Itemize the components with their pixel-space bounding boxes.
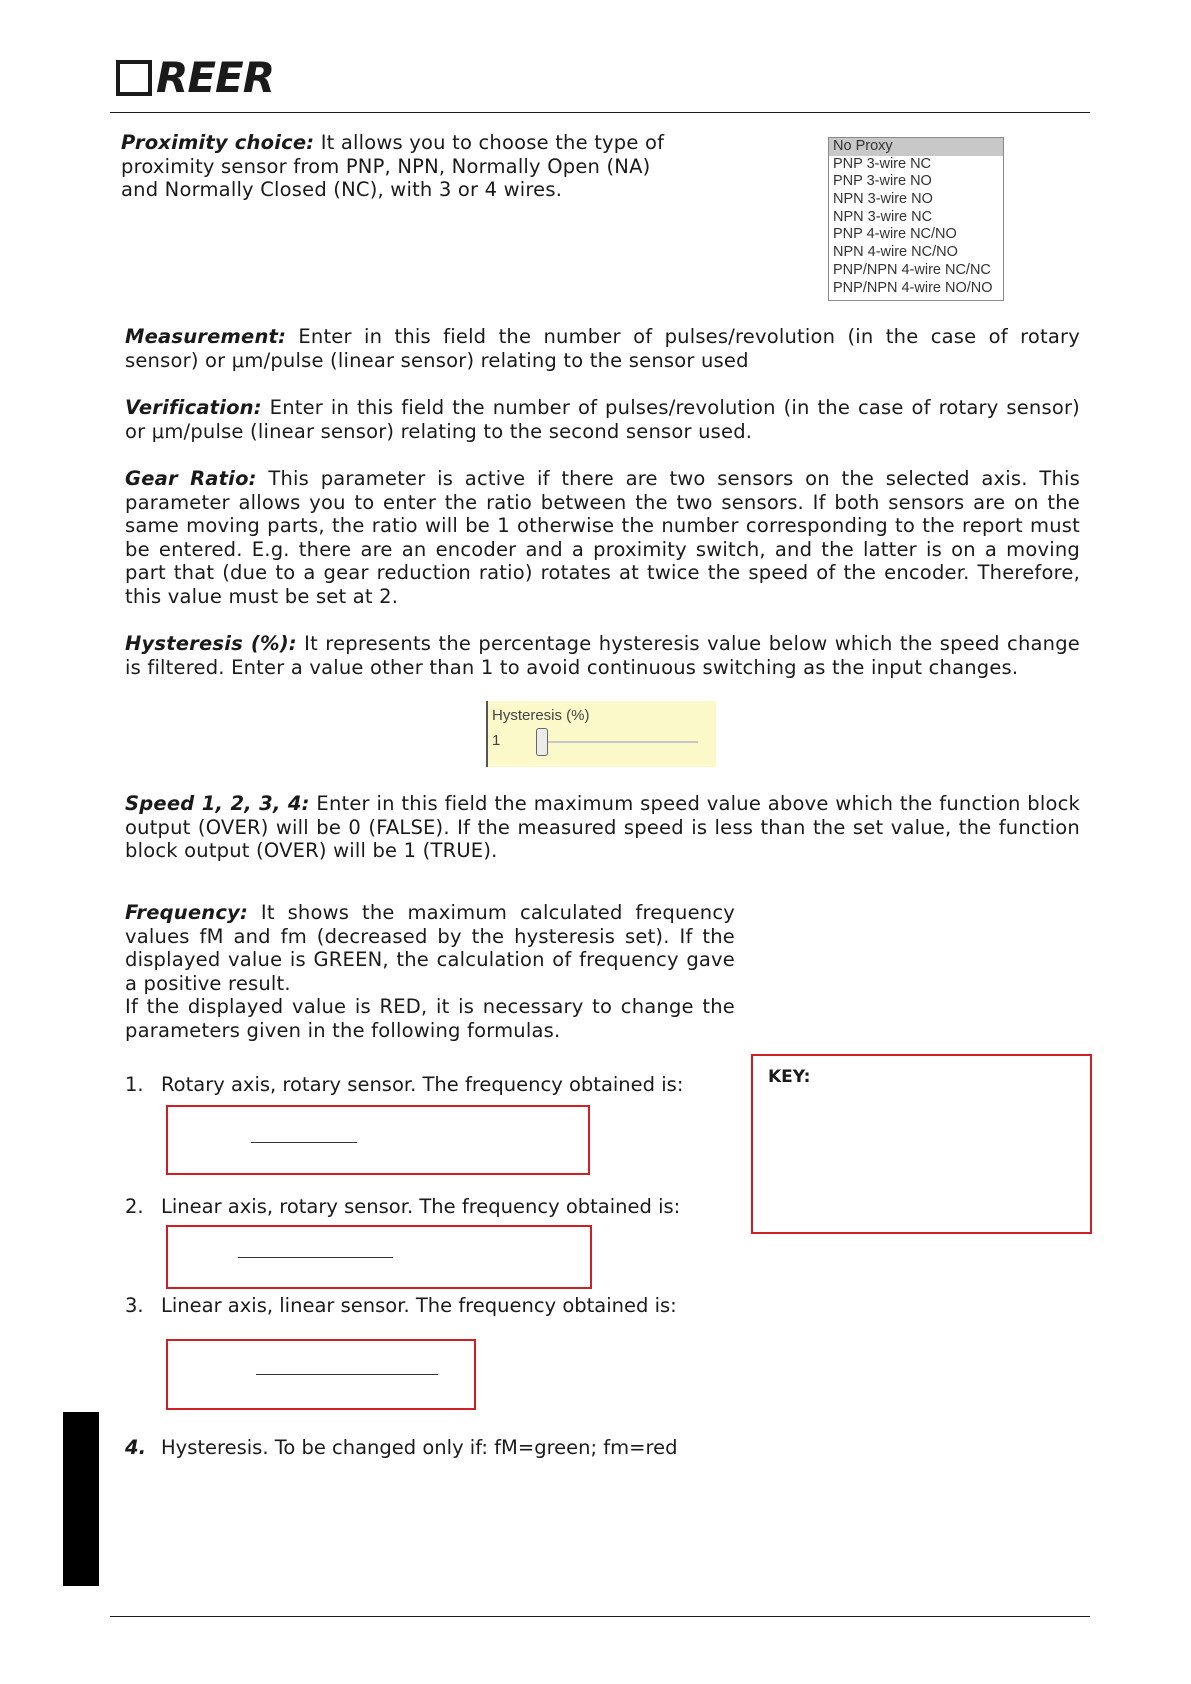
formula-text: Rotary axis, rotary sensor. The frequency obtained is: [161,1073,684,1096]
fraction-bar [238,1257,393,1258]
speed-title: Speed 1, 2, 3, 4: [125,792,310,815]
speed-paragraph [125,792,1080,863]
formula-item-1 [125,1073,683,1096]
formula-item-4 [125,1436,677,1459]
proximity-text: It allows you to choose the type of proximity sensor from PNP, NPN, Normally Open (NA) and Normally Closed (NC), with 3 or 4 wires. [121,131,665,201]
formula-number: 4. [125,1436,146,1459]
fraction-bar [256,1374,438,1375]
formula-text: Linear axis, linear sensor. The frequency obtained is: [161,1294,677,1317]
formula-number: 2. [125,1195,144,1218]
proxy-option[interactable]: NPN 3-wire NO [833,191,933,208]
header-rule [110,112,1090,113]
formula-text: Linear axis, rotary sensor. The frequency obtained is: [161,1195,681,1218]
verification-text: Enter in this field the number of pulses/revolution (in the case of rotary sensor) or μm/pulse (linear sensor) relating to the second sensor used. [125,396,1080,443]
measurement-text: Enter in this field the number of pulses/revolution (in the case of rotary sensor) or μm/pulse (linear sensor) relating to the sensor used [125,325,1080,372]
company-logo [116,53,275,102]
hysteresis-slider-thumb[interactable] [536,728,548,756]
proximity-paragraph [121,131,691,202]
hysteresis-widget [486,701,716,767]
proxy-option[interactable]: NPN 3-wire NC [833,208,933,225]
hysteresis-title: Hysteresis (%): [125,632,297,655]
hysteresis-value: 1 [492,732,501,749]
measurement-title: Measurement: [125,325,287,348]
proximity-title: Proximity choice: [121,131,315,154]
proxy-option[interactable]: PNP 3-wire NO [833,173,932,190]
formula-item-2 [125,1195,680,1218]
measurement-paragraph [125,325,1080,372]
gear-ratio-paragraph [125,467,1080,608]
language-side-tab [63,1412,99,1586]
fraction-bar [251,1142,357,1143]
frequency-title: Frequency: [125,901,249,924]
footer-rule [110,1616,1090,1617]
hysteresis-label: Hysteresis (%) [492,707,590,724]
hysteresis-slider-track[interactable] [538,741,698,743]
gear-ratio-text: This parameter is active if there are two sensors on the selected axis. This parameter allows you to enter the ratio between the two sensors. If both sensors are on the same moving parts, the ratio will be 1 otherwise the number corresponding to the report must be entered. E.g. there are an encoder and a proximity switch, and the latter is on a moving part that (due to a gear reduction ratio) rotates at twice the speed of the encoder. Therefore, this value must be set at 2. [125,467,1081,608]
verification-title: Verification: [125,396,262,419]
proxy-option[interactable]: No Proxy [829,138,1003,156]
verification-paragraph [125,396,1080,443]
hysteresis-paragraph [125,632,1080,679]
frequency-text-2: If the displayed value is RED, it is necessary to change the parameters given in the following formulas. [125,995,735,1042]
formula-box-1 [166,1105,590,1175]
formula-box-2 [166,1225,592,1289]
proxy-option[interactable]: PNP/NPN 4-wire NC/NC [833,261,991,278]
proxy-option[interactable]: PNP 4-wire NC/NO [833,226,957,243]
proxy-option[interactable]: PNP/NPN 4-wire NO/NO [833,279,993,296]
proxy-type-listbox[interactable] [828,137,1004,301]
formula-number: 1. [125,1073,144,1096]
key-box [751,1054,1092,1234]
formula-box-3 [166,1339,476,1410]
formula-number: 3. [125,1294,144,1317]
hysteresis-text: It represents the percentage hysteresis value below which the speed change is filtered. Enter a value other than 1 to avoid continuous switching as the input changes. [125,632,1080,679]
frequency-text: It shows the maximum calculated frequency values fM and fm (decreased by the hysteresis set). If the displayed value is GREEN, the calculation of frequency gave a positive result. [125,901,735,995]
formula-item-3 [125,1294,677,1317]
frequency-paragraph [125,901,735,1042]
gear-ratio-title: Gear Ratio: [125,467,257,490]
speed-text: Enter in this field the maximum speed value above which the function block output (OVER) will be 0 (FALSE). If the measured speed is less than the set value, the function block output (OVER) will be 1 (TRUE). [125,792,1081,862]
logo-mark-icon [116,60,152,96]
logo-text: REER [156,53,275,102]
proxy-option[interactable]: NPN 4-wire NC/NO [833,244,958,261]
key-title: KEY: [768,1067,811,1087]
proxy-option[interactable]: PNP 3-wire NC [833,155,932,172]
formula-text: Hysteresis. To be changed only if: fM=green; fm=red [161,1436,678,1459]
